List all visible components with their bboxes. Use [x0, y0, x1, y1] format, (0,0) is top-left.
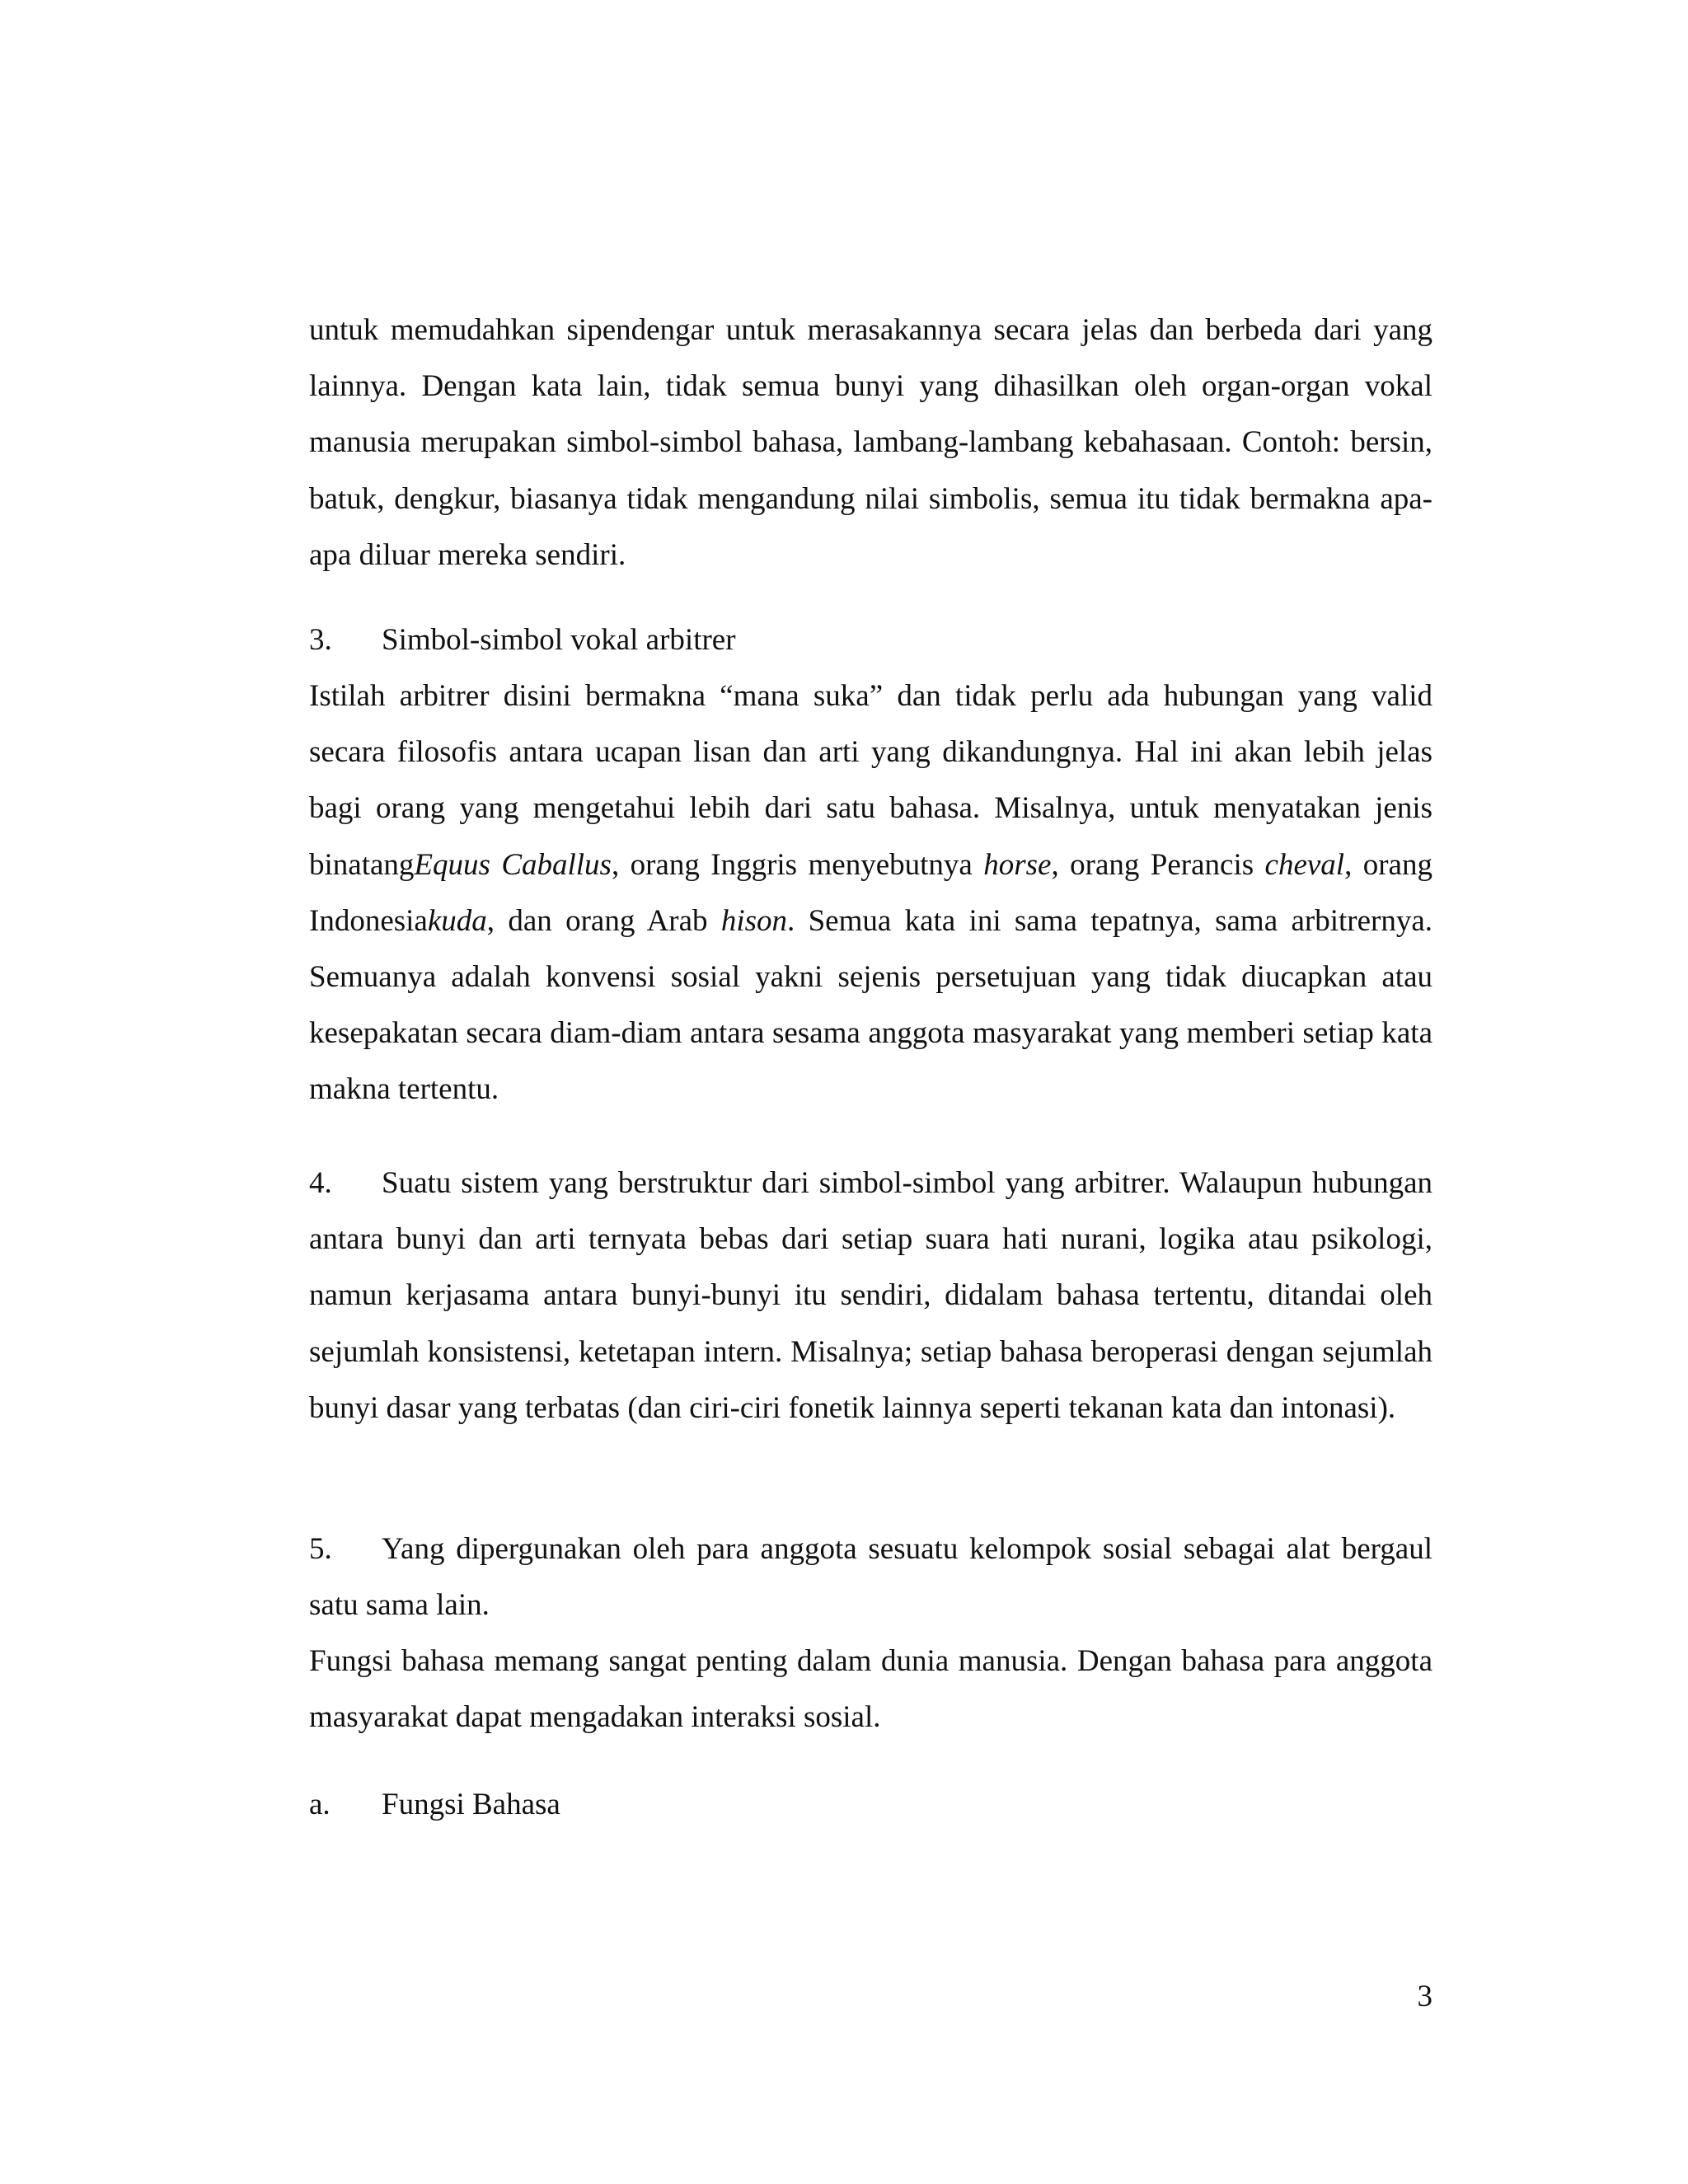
list-letter: a. — [309, 1788, 331, 1821]
text-run: , orang Perancis — [1051, 847, 1265, 882]
list-item-5 — [309, 1521, 1432, 1633]
text-run: Istilah arbitrer disini bermakna “mana suka” dan tidak perlu ada hubungan yang valid secara filosofis antara ucapan lisan dan arti yang dikandungnya. Hal ini akan lebih jelas bagi orang yang mengetahui lebih dari satu bahasa. Misalnya, untuk menyatakan jenis binatang — [309, 679, 1432, 882]
text-run: , orang Indonesia — [309, 847, 1432, 938]
list-number: 4. — [309, 1166, 332, 1200]
italic-term: Equus Caballus — [414, 847, 612, 882]
italic-term: hison — [720, 903, 788, 938]
list-item-text: Suatu sistem yang berstruktur dari simbol-simbol yang arbitrer. Walaupun hubungan antara bunyi dan arti ternyata bebas dari setiap suara hati nurani, logika atau psikologi, namun kerjasama antara bunyi-bunyi itu sendiri, didalam bahasa tertentu, ditandai oleh sejumlah konsistensi, ketetapan intern. Misalnya; setiap bahasa beroperasi dengan sejumlah bunyi dasar yang terbatas (dan ciri-ciri fonetik lainnya seperti tekanan kata dan intonasi). — [309, 1166, 1432, 1425]
paragraph-arbitrer — [309, 668, 1432, 1118]
page-number: 3 — [1417, 1980, 1432, 2013]
text-run: , dan orang Arab — [486, 903, 721, 938]
italic-term: horse — [983, 847, 1052, 882]
list-item-text: Yang dipergunakan oleh para anggota sesuatu kelompok sosial sebagai alat bergaul satu sama lain. — [309, 1532, 1432, 1623]
text-run: , orang Inggris menyebutnya — [611, 847, 984, 882]
list-item-4 — [309, 1155, 1432, 1436]
text-run: . Semua kata ini sama tepatnya, sama arbitrernya. Semuanya adalah konvensi sosial yakni sejenis persetujuan yang tidak diucapkan atau kesepakatan secara diam-diam antara sesama anggota masyarakat yang memberi setiap kata makna tertentu. — [309, 903, 1432, 1107]
italic-term: cheval — [1264, 847, 1345, 882]
list-number: 5. — [309, 1532, 332, 1566]
list-item-a-heading — [309, 1777, 1432, 1833]
list-item-title: Simbol-simbol vokal arbitrer — [382, 623, 736, 657]
list-number: 3. — [309, 623, 332, 657]
list-item-3-heading — [309, 612, 1432, 668]
list-item-title: Fungsi Bahasa — [382, 1788, 560, 1821]
paragraph-fungsi: Fungsi bahasa memang sangat penting dalam dunia manusia. Dengan bahasa para anggota masyarakat dapat mengadakan interaksi sosial. — [309, 1644, 1432, 1735]
italic-term: kuda — [427, 903, 487, 938]
paragraph-intro: untuk memudahkan sipendengar untuk merasakannya secara jelas dan berbeda dari yang lainnya. Dengan kata lain, tidak semua bunyi yang dihasilkan oleh organ-organ vokal manusia merupakan simbol-simbol bahasa, lambang-lambang kebahasaan. Contoh: bersin, batuk, dengkur, biasanya tidak mengandung nilai simbolis, semua itu tidak bermakna apa-apa diluar mereka sendiri. — [309, 313, 1432, 572]
